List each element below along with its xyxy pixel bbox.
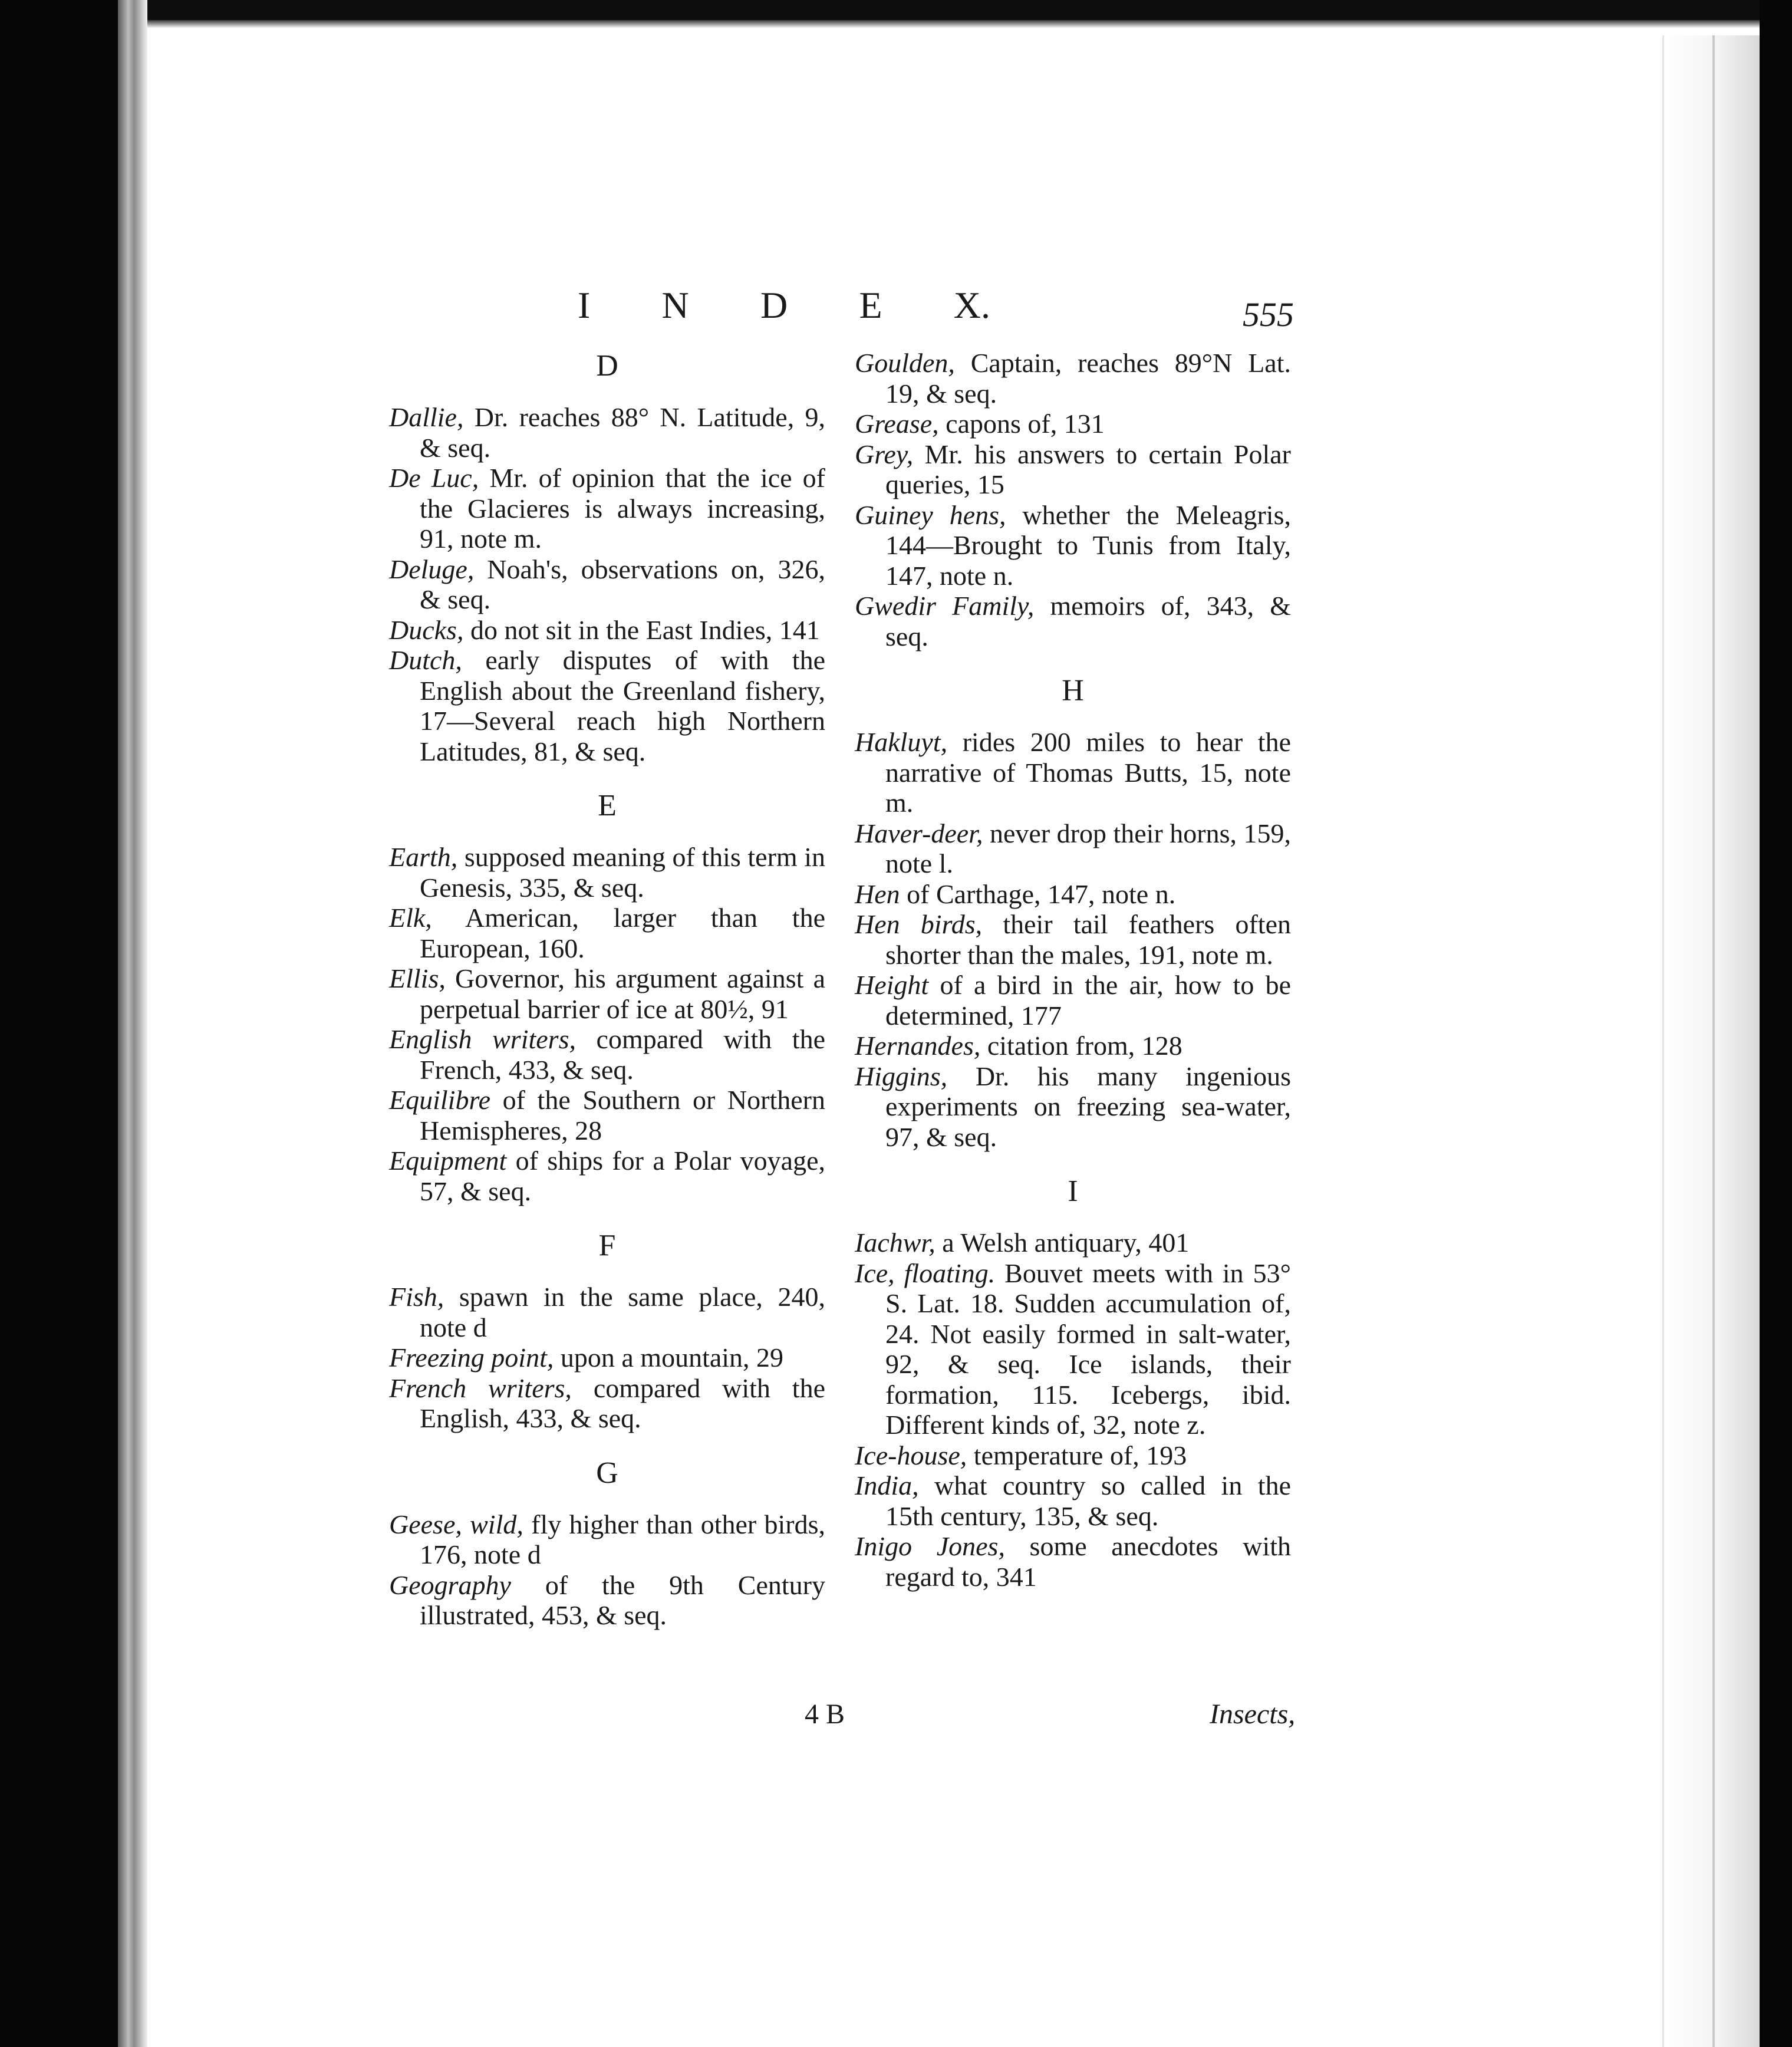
entry-heading: English writers,	[389, 1024, 576, 1054]
index-entry	[855, 879, 1291, 910]
index-entry	[389, 645, 825, 766]
index-entry	[855, 348, 1291, 409]
index-entry	[389, 1024, 825, 1085]
entry-heading: Gwedir Family,	[855, 591, 1035, 621]
entry-heading: Inigo Jones,	[855, 1531, 1005, 1561]
entry-heading: Goulden,	[855, 348, 955, 378]
entry-text: Captain, reaches 89°N Lat. 19, & seq.	[885, 348, 1291, 409]
entry-text: some anecdotes with regard to, 341	[885, 1531, 1291, 1592]
entry-heading: Ellis,	[389, 963, 446, 993]
scan-border-top	[0, 0, 1792, 20]
entry-heading: Earth,	[389, 842, 458, 872]
entry-text: of the Southern or Northern Hemispheres, 28	[420, 1085, 825, 1146]
entry-heading: Equilibre	[389, 1085, 491, 1115]
index-entry	[389, 615, 825, 646]
entry-text: Dr. his many ingenious experiments on freezing sea-water, 97, & seq.	[885, 1061, 1291, 1152]
index-entry	[855, 500, 1291, 591]
entry-heading: Geography	[389, 1569, 511, 1600]
section-letter: F	[598, 1229, 616, 1262]
index-entry	[855, 591, 1291, 651]
entry-heading: De Luc,	[389, 463, 479, 493]
page-fold-line	[1712, 35, 1715, 2047]
entry-text: of ships for a Polar voyage, 57, & seq.	[420, 1146, 825, 1206]
entry-text: whether the Meleagris, 144—Brought to Tunis from Italy, 147, note n.	[885, 499, 1291, 591]
entry-heading: Grey,	[855, 439, 914, 469]
entry-text: supposed meaning of this term in Genesis, 335, & seq.	[420, 842, 825, 903]
entry-heading: Deluge,	[389, 554, 475, 584]
index-entry	[389, 463, 825, 554]
entry-heading: India,	[855, 1470, 919, 1500]
entry-heading: Fish,	[389, 1282, 444, 1312]
index-entry	[855, 1440, 1291, 1471]
book-gutter	[118, 0, 147, 2047]
entry-text: of Carthage, 147, note n.	[900, 878, 1176, 909]
index-column-right	[855, 348, 1291, 1592]
entry-heading: Guiney hens,	[855, 499, 1006, 530]
index-entry	[855, 1227, 1291, 1258]
entry-text: compared with the French, 433, & seq.	[420, 1024, 825, 1085]
index-entry	[855, 727, 1291, 818]
entry-heading: Elk,	[389, 903, 432, 933]
entry-heading: Higgins,	[855, 1061, 948, 1091]
entry-text: of a bird in the air, how to be determined, 177	[885, 970, 1291, 1031]
scan-shadow-top	[0, 20, 1792, 28]
index-entry	[855, 970, 1291, 1031]
printer-signature: 4 B	[805, 1699, 845, 1730]
entry-heading: Iachwr,	[855, 1227, 935, 1258]
entry-text: temperature of, 193	[967, 1440, 1187, 1470]
entry-text: Mr. his answers to certain Polar queries, 15	[885, 439, 1291, 499]
page-edge-right	[1662, 35, 1761, 2047]
running-title-letter: N	[661, 284, 689, 326]
running-title-letter: D	[760, 284, 788, 326]
entry-heading: Equipment	[389, 1146, 507, 1176]
index-entry	[855, 909, 1291, 970]
entry-text: American, larger than the European, 160.	[420, 903, 825, 963]
entry-text: capons of, 131	[938, 409, 1105, 439]
index-entry	[389, 963, 825, 1024]
entry-text: upon a mountain, 29	[554, 1342, 784, 1373]
scan-border-right	[1760, 0, 1792, 2047]
entry-heading: Hakluyt,	[855, 727, 948, 757]
entry-heading: French writers,	[389, 1373, 572, 1403]
index-entry	[389, 402, 825, 463]
section-letter: G	[596, 1456, 618, 1490]
scan-border-left	[0, 0, 118, 2047]
entry-heading: Freezing point,	[389, 1342, 554, 1373]
index-entry	[389, 1570, 825, 1631]
entry-text: rides 200 miles to hear the narrative of Thomas Butts, 15, note m.	[885, 727, 1291, 818]
index-entry	[389, 1085, 825, 1146]
running-title-letter: E	[859, 284, 882, 326]
index-entry	[389, 1373, 825, 1434]
index-entry	[855, 1470, 1291, 1531]
index-entry	[389, 842, 825, 903]
index-entry	[389, 1509, 825, 1570]
entry-heading: Geese, wild,	[389, 1509, 523, 1539]
entry-text: fly higher than other birds, 176, note d	[420, 1509, 825, 1569]
index-column-left	[389, 348, 825, 1631]
entry-text: Bouvet meets with in 53° S. Lat. 18. Sudden accumulation of, 24. Not easily formed in salt-water, 92, & seq. Ice islands, their formation, 115. Icebergs, ibid. Different kinds of, 32, note z.	[885, 1258, 1291, 1440]
entry-heading: Ice-house,	[855, 1440, 967, 1470]
entry-text: do not sit in the East Indies, 141	[463, 614, 820, 645]
entry-heading: Grease,	[855, 409, 939, 439]
entry-heading: Haver-deer,	[855, 818, 983, 848]
running-title-letter: I	[578, 284, 591, 326]
entry-text: citation from, 128	[980, 1031, 1182, 1061]
index-entry	[855, 1061, 1291, 1153]
entry-text: their tail feathers often shorter than the males, 191, note m.	[885, 909, 1292, 970]
index-entry	[855, 1258, 1291, 1440]
entry-text: Mr. of opinion that the ice of the Glacieres is always increasing, 91, note m.	[420, 463, 826, 554]
entry-heading: Dutch,	[389, 645, 462, 675]
running-title	[578, 276, 990, 335]
section-letter: E	[598, 789, 617, 822]
entry-text: Dr. reaches 88° N. Latitude, 9, & seq.	[420, 402, 825, 463]
running-title-letter: X.	[953, 284, 990, 326]
entry-text: of the 9th Century illustrated, 453, & seq.	[420, 1569, 825, 1630]
catchword: Insects,	[1210, 1699, 1296, 1730]
index-entry	[855, 409, 1291, 439]
entry-text: Noah's, observations on, 326, & seq.	[420, 554, 825, 614]
entry-text: early disputes of with the English about the Greenland fishery, 17—Several reach high Northern Latitudes, 81, & seq.	[420, 645, 825, 766]
index-entry	[855, 818, 1291, 879]
section-letter: I	[1068, 1174, 1078, 1208]
section-letter: H	[1062, 674, 1084, 707]
entry-heading: Ducks,	[389, 614, 464, 645]
index-entry	[389, 554, 825, 615]
entry-heading: Hen	[855, 878, 900, 909]
entry-heading: Hen birds,	[855, 909, 983, 939]
entry-heading: Dallie,	[389, 402, 464, 432]
index-entry	[855, 439, 1291, 500]
index-entry	[389, 1282, 825, 1342]
entry-heading: Height	[855, 970, 929, 1000]
entry-text: what country so called in the 15th century, 135, & seq.	[885, 1470, 1291, 1531]
index-entry	[855, 1031, 1291, 1061]
entry-heading: Hernandes,	[855, 1031, 981, 1061]
entry-text: Governor, his argument against a perpetual barrier of ice at 80½, 91	[420, 963, 825, 1024]
entry-text: a Welsh antiquary, 401	[935, 1227, 1190, 1258]
page-number: 555	[1243, 295, 1294, 334]
index-entry	[855, 1531, 1291, 1592]
entry-text: never drop their horns, 159, note l.	[885, 818, 1291, 878]
index-entry	[389, 1342, 825, 1373]
entry-text: spawn in the same place, 240, note d	[420, 1282, 825, 1342]
index-entry	[389, 903, 825, 963]
entry-heading: Ice, floating.	[855, 1258, 996, 1288]
section-letter: D	[596, 349, 618, 383]
index-entry	[389, 1146, 825, 1206]
entry-text: compared with the English, 433, & seq.	[420, 1373, 826, 1433]
entry-text: memoirs of, 343, & seq.	[885, 591, 1291, 651]
